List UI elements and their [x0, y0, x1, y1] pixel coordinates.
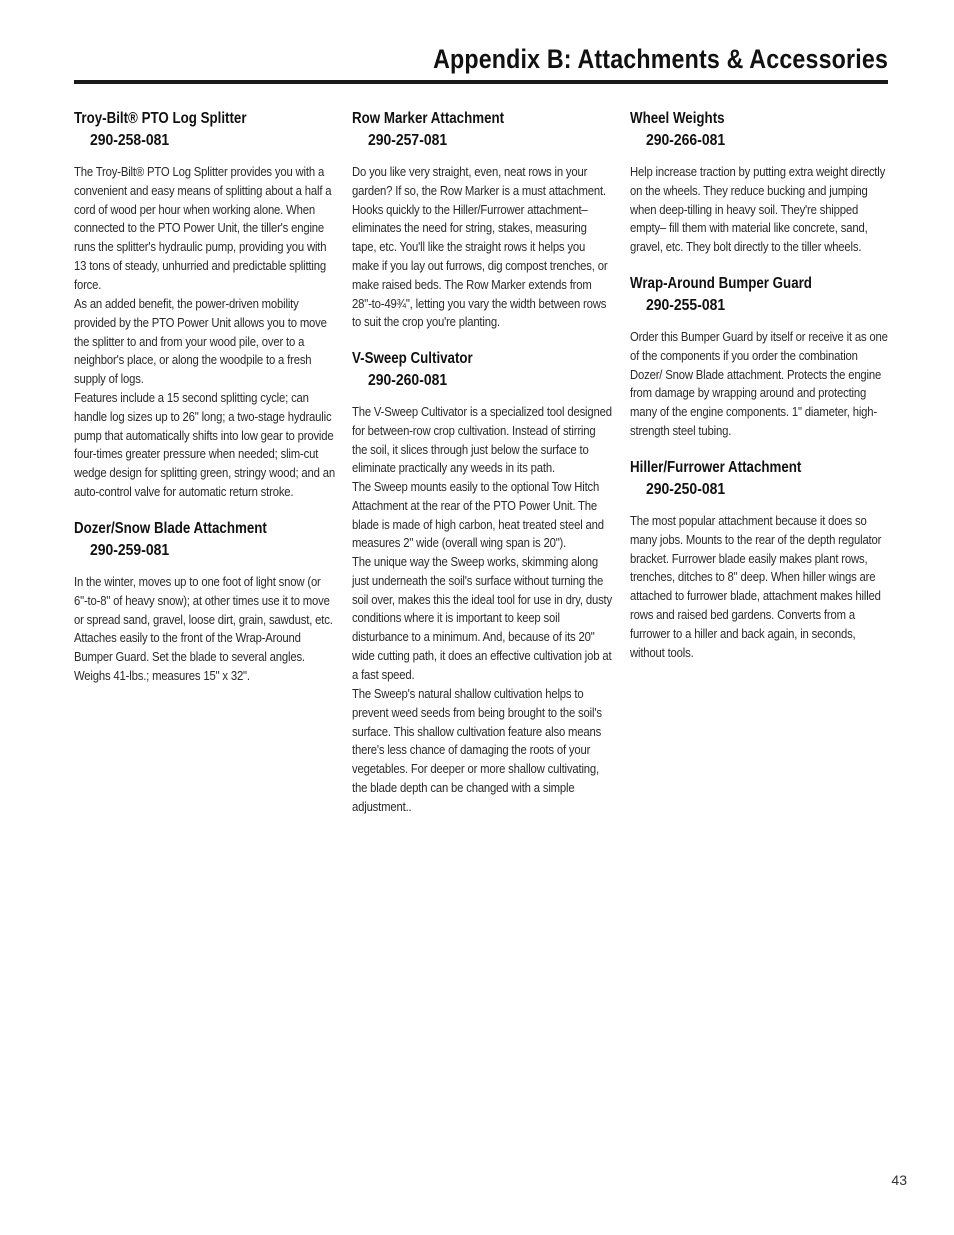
page-number: 43: [891, 1172, 907, 1188]
section-title: Wheel Weights: [630, 110, 725, 127]
accessory-section: [74, 108, 336, 502]
section-title: Hiller/Furrower Attachment: [630, 459, 802, 476]
section-title: V-Sweep Cultivator: [352, 350, 473, 367]
body-paragraph: Do you like very straight, even, neat rows in your garden? If so, the Row Marker is a must attachment. Hooks quickly to the Hiller/Furrower attachment– eliminates the need for string, stakes, measuring tape, etc. You'll like the straight rows it helps you make if you lay out furrows, dig compost trenches, or make raised beds. The Row Marker extends from 28"-to-49¾", letting you vary the width between rows to suit the crop you're planting.: [352, 164, 608, 330]
column-3: [630, 108, 892, 678]
accessory-section: [630, 108, 892, 257]
accessory-section: [74, 518, 336, 686]
section-title: Dozer/Snow Blade Attachment: [74, 520, 267, 537]
body-paragraph: The Sweep mounts easily to the optional Tow Hitch Attachment at the rear of the PTO Power Unit. The blade is made of high carbon, heat treated steel and measures 2" wide (overall wing span is 20").: [352, 479, 604, 551]
column-2: [352, 108, 614, 833]
body-paragraph: Help increase traction by putting extra weight directly on the wheels. They reduce bucking and jumping when deep-tilling in heavy soil. They're shipped empty– fill them with material like concrete, sand, gravel, etc. They bolt directly to the tiller wheels.: [630, 164, 886, 255]
body-paragraph: Order this Bumper Guard by itself or receive it as one of the components if you order the combination Dozer/ Snow Blade attachment. Protects the engine from damage by wrapping around and protecting many of the engine components. 1" diameter, high-strength steel tubing.: [630, 329, 888, 438]
part-number: 290-257-081: [368, 132, 448, 149]
accessory-section: [352, 108, 614, 332]
title-rule: [74, 80, 888, 84]
part-number: 290-255-081: [646, 297, 726, 314]
part-number: 290-259-081: [90, 542, 170, 559]
section-title: Troy-Bilt® PTO Log Splitter: [74, 110, 247, 127]
section-title: Row Marker Attachment: [352, 110, 505, 127]
body-paragraph: In the winter, moves up to one foot of light snow (or 6"-to-8" of heavy snow); at other times use it to move or spread sand, gravel, loose dirt, grain, sawdust, etc. Attaches easily to the front of the Wrap-Around Bumper Guard. Set the blade to several angles. Weighs 41-lbs.; measures 15" x 32".: [74, 574, 333, 683]
page-title: Appendix B: Attachments & Accessories: [433, 44, 888, 74]
body-paragraph: Features include a 15 second splitting cycle; can handle log sizes up to 26" long; a two-stage hydraulic pump that automatically shifts into low gear to provide four-times greater pressure when needed; slim-cut wedge design for splitting green, stringy wood; and an auto-control valve for automatic return stroke.: [74, 390, 335, 499]
part-number: 290-260-081: [368, 372, 448, 389]
accessory-section: [630, 273, 892, 441]
accessory-section: [630, 457, 892, 662]
body-paragraph: As an added benefit, the power-driven mobility provided by the PTO Power Unit allows you to move the splitter to and from your wood pile, over to a neighbor's place, or along the woodpile to a fresh supply of logs.: [74, 296, 327, 387]
body-paragraph: The Troy-Bilt® PTO Log Splitter provides you with a convenient and easy means of splitting about a half a cord of wood per hour when working alone. When connected to the PTO Power Unit, the tiller's engine runs the splitter's hydraulic pump, providing you with 13 tons of steady, unhurried and predictable splitting force.: [74, 164, 332, 292]
part-number: 290-266-081: [646, 132, 726, 149]
section-title: Wrap-Around Bumper Guard: [630, 275, 812, 292]
part-number: 290-250-081: [646, 481, 726, 498]
body-paragraph: The unique way the Sweep works, skimming along just underneath the soil's surface without turning the soil over, makes this the ideal tool for use in dry, dusty conditions where it is important to keep soil disturbance to a minimum. And, because of its 20" wide cutting path, it does an effective cultivation job at a fast speed.: [352, 554, 613, 682]
column-1: [74, 108, 336, 702]
body-paragraph: The Sweep's natural shallow cultivation helps to prevent weed seeds from being brought to the soil's surface. This shallow cultivation feature also means there's less chance of damaging the roots of your vegetables. For deeper or more shallow cultivating, the blade depth can be changed with a simple adjustment..: [352, 686, 602, 814]
part-number: 290-258-081: [90, 132, 170, 149]
accessory-section: [352, 348, 614, 817]
body-paragraph: The most popular attachment because it does so many jobs. Mounts to the rear of the depth regulator bracket. Furrower blade easily makes plant rows, trenches, ditches to 8" deep. When hiller wings are attached to furrower blade, attachment makes hilled rows and raised bed gardens. Converts from a furrower to a hiller and back again, in seconds, without tools.: [630, 513, 882, 660]
body-paragraph: The V-Sweep Cultivator is a specialized tool designed for between-row crop cultivation. Instead of stirring the soil, it slices through just below the surface to eliminate practically any weeds in its path.: [352, 404, 612, 476]
